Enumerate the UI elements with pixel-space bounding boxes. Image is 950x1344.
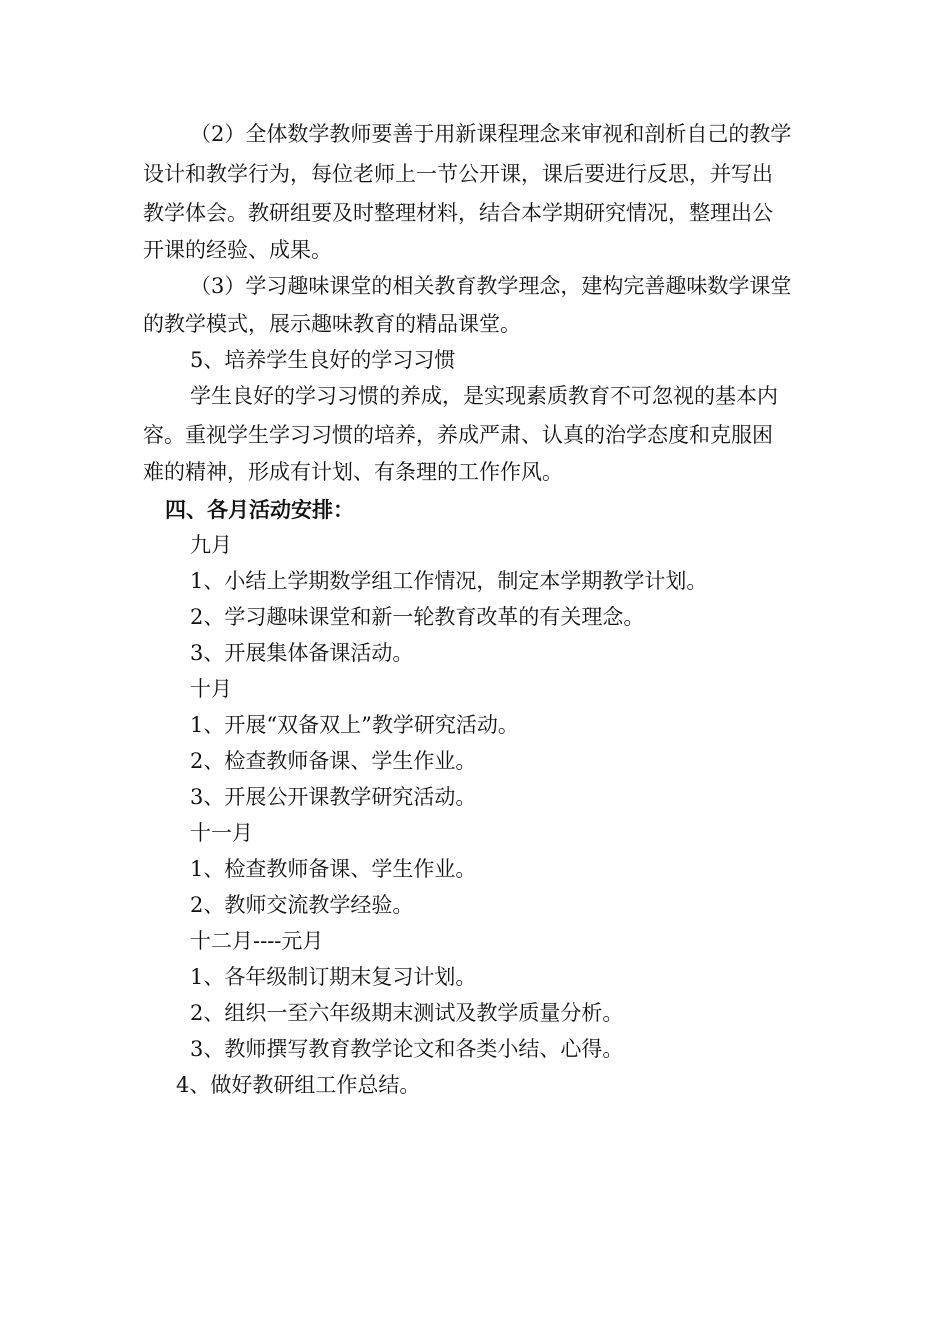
- para1-line-4: 开课的经验、成果。: [143, 238, 332, 262]
- para2-line-2: 的教学模式，展示趣味教育的精品课堂。: [143, 312, 521, 336]
- list-item: 3、开展公开课教学研究活动。: [190, 785, 477, 809]
- list-item: 4、做好教研组工作总结。: [176, 1073, 421, 1097]
- list-item: 3、教师撰写教育教学论文和各类小结、心得。: [190, 1037, 624, 1061]
- para1-line-2: 设计和教学行为，每位老师上一节公开课，课后要进行反思，并写出: [143, 162, 773, 186]
- para2-line-1: （3）学习趣味课堂的相关教育教学理念，建构完善趣味数学课堂: [190, 274, 792, 298]
- para1-line-1: （2）全体数学教师要善于用新课程理念来审视和剖析自己的教学: [190, 122, 792, 146]
- list-item: 1、检查教师备课、学生作业。: [190, 857, 477, 881]
- section5-title: 5、培养学生良好的学习习惯: [190, 348, 456, 372]
- list-item: 3、开展集体备课活动。: [190, 641, 414, 665]
- month-title: 十二月----元月: [190, 929, 324, 953]
- list-item: 1、各年级制订期末复习计划。: [190, 965, 477, 989]
- month-title: 九月: [190, 533, 232, 557]
- list-item: 2、教师交流教学经验。: [190, 893, 414, 917]
- month-title: 十月: [190, 677, 232, 701]
- month-title: 十一月: [190, 821, 253, 845]
- para3-line-1: 学生良好的学习习惯的养成，是实现素质教育不可忽视的基本内: [190, 384, 778, 408]
- section-heading: 四、各月活动安排：: [165, 498, 354, 522]
- para3-line-2: 容。重视学生学习习惯的培养，养成严肃、认真的治学态度和克服困: [143, 423, 773, 447]
- para1-line-3: 教学体会。教研组要及时整理材料，结合本学期研究情况，整理出公: [143, 201, 773, 225]
- list-item: 2、组织一至六年级期末测试及教学质量分析。: [190, 1001, 624, 1025]
- list-item: 1、小结上学期数学组工作情况，制定本学期教学计划。: [190, 569, 708, 593]
- para3-line-3: 难的精神，形成有计划、有条理的工作作风。: [143, 460, 563, 484]
- list-item: 2、学习趣味课堂和新一轮教育改革的有关理念。: [190, 605, 645, 629]
- list-item: 1、开展“双备双上”教学研究活动。: [190, 713, 519, 737]
- list-item: 2、检查教师备课、学生作业。: [190, 749, 477, 773]
